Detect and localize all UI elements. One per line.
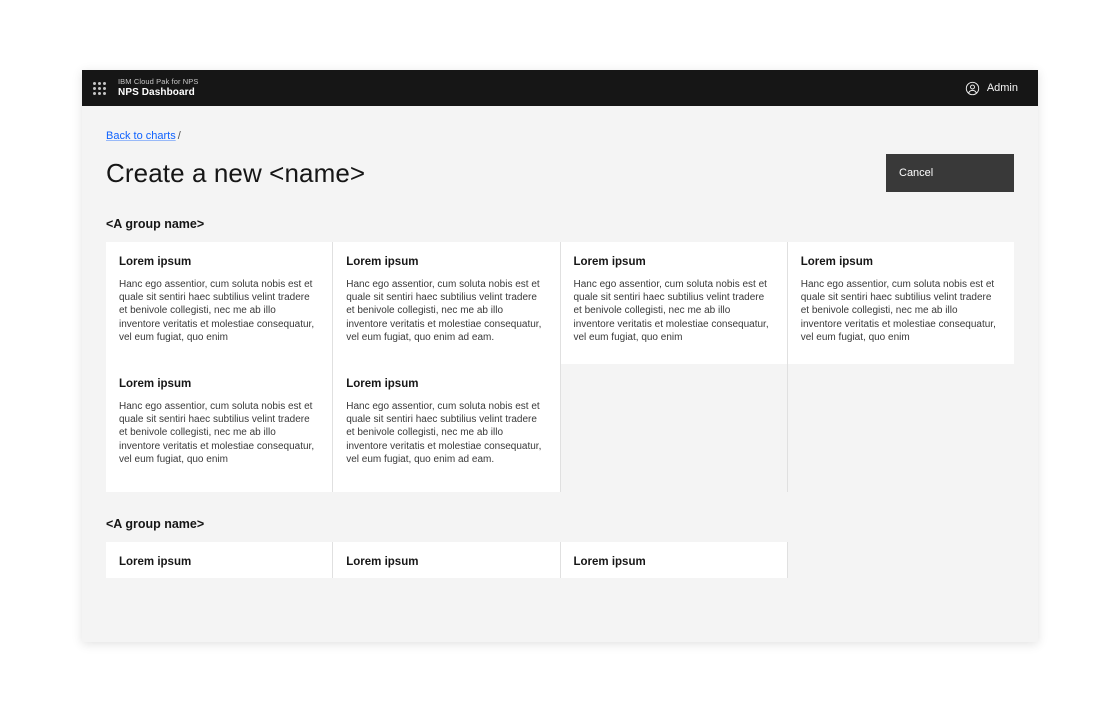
- option-card[interactable]: [788, 242, 1014, 364]
- option-card[interactable]: [333, 364, 559, 492]
- option-card-body: Hanc ego assentior, cum soluta nobis est et quale sit sentiri haec subtilius velint tradere et benivole collegisti, nec me ab illo inventore veritatis et molestiae consequatur, vel eum fugiat, quo enim ad eam.: [346, 279, 542, 343]
- product-name-prefix: IBM Cloud Pak for NPS: [118, 76, 199, 86]
- option-card[interactable]: [561, 242, 787, 364]
- user-avatar-icon: [965, 81, 980, 96]
- option-card[interactable]: [333, 542, 559, 578]
- option-card[interactable]: [106, 364, 332, 492]
- option-card-body: Hanc ego assentior, cum soluta nobis est et quale sit sentiri haec subtilius velint tradere et benivole collegisti, nec me ab illo inventore veritatis et molestiae consequatur, vel eum fugiat, quo enim ad eam.: [346, 401, 542, 465]
- option-card-body: Hanc ego assentior, cum soluta nobis est et quale sit sentiri haec subtilius velint tradere et benivole collegisti, nec me ab illo inventore veritatis et molestiae consequatur, vel eum fugiat, quo enim: [573, 279, 769, 343]
- option-card-title: Lorem ipsum: [573, 256, 646, 268]
- product-name[interactable]: [116, 78, 198, 98]
- option-card-title: Lorem ipsum: [800, 256, 873, 268]
- breadcrumb-separator: /: [177, 130, 181, 142]
- page-title: Create a new <name>: [106, 158, 366, 188]
- option-card-body: Hanc ego assentior, cum soluta nobis est et quale sit sentiri haec subtilius velint tradere et benivole collegisti, nec me ab illo inventore veritatis et molestiae consequatur, vel eum fugiat, quo enim: [800, 279, 996, 343]
- option-card-title: Lorem ipsum: [119, 378, 192, 390]
- option-card[interactable]: [106, 242, 332, 364]
- breadcrumb-back-link[interactable]: Back to charts: [106, 130, 176, 142]
- application-window: [82, 70, 1038, 642]
- page-content: [82, 130, 1038, 578]
- option-card-title: Lorem ipsum: [346, 556, 419, 568]
- option-card-body: Hanc ego assentior, cum soluta nobis est et quale sit sentiri haec subtilius velint tradere et benivole collegisti, nec me ab illo inventore veritatis et molestiae consequatur, vel eum fugiat, quo enim: [119, 279, 315, 343]
- card-grid-group-1-row-1: [106, 242, 1014, 364]
- card-grid-empty-cell: [561, 364, 787, 492]
- card-grid-group-1-row-2: [106, 364, 1014, 492]
- product-name-main: NPS Dashboard: [118, 86, 195, 98]
- card-grid-empty-cell: [788, 364, 1014, 492]
- global-header: [82, 70, 1038, 106]
- option-card-title: Lorem ipsum: [119, 256, 192, 268]
- option-card-title: Lorem ipsum: [573, 556, 646, 568]
- card-grid-empty-cell: [788, 542, 1014, 578]
- option-card-title: Lorem ipsum: [346, 256, 419, 268]
- option-card[interactable]: [333, 242, 559, 364]
- option-card-title: Lorem ipsum: [346, 378, 419, 390]
- option-card[interactable]: [106, 542, 332, 578]
- option-card-body: Hanc ego assentior, cum soluta nobis est et quale sit sentiri haec subtilius velint tradere et benivole collegisti, nec me ab illo inventore veritatis et molestiae consequatur, vel eum fugiat, quo enim: [119, 401, 315, 465]
- waffle-menu-icon[interactable]: [82, 70, 116, 106]
- page-title-row: [106, 154, 1014, 192]
- group-heading-2: <A group name>: [106, 517, 205, 531]
- header-user-menu[interactable]: [965, 81, 1038, 96]
- card-grid-group-2-row-1: [106, 542, 1014, 578]
- user-name-label: Admin: [986, 82, 1018, 94]
- option-card[interactable]: [561, 542, 787, 578]
- group-heading-1: <A group name>: [106, 217, 205, 231]
- cancel-button[interactable]: Cancel: [886, 154, 1014, 192]
- option-card-title: Lorem ipsum: [119, 556, 192, 568]
- header-left-section: [82, 70, 198, 106]
- breadcrumb: [106, 130, 1014, 142]
